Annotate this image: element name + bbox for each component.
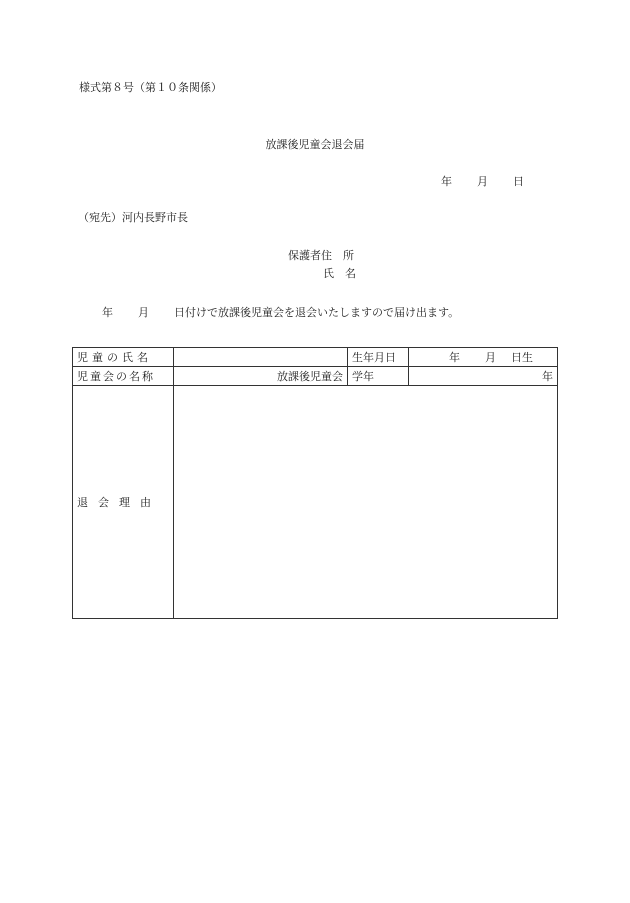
- date-line: [441, 176, 524, 187]
- club-name-field[interactable]: 放課後児童会: [174, 367, 348, 386]
- dob-field[interactable]: [409, 348, 558, 367]
- date-day-label: 日: [513, 175, 524, 188]
- document-title: 放課後児童会退会届: [265, 138, 365, 151]
- statement: [102, 307, 459, 318]
- table-row: [73, 348, 558, 367]
- table-row: [73, 386, 558, 619]
- guardian-address-label: 保護者住 所: [288, 249, 354, 262]
- date-year-label: 年: [441, 175, 452, 188]
- dob-month-label: 月: [485, 351, 496, 364]
- reason-label: 退会理由: [73, 386, 174, 619]
- form-number: 様式第８号（第１０条関係）: [79, 81, 222, 94]
- grade-field[interactable]: 年: [409, 367, 558, 386]
- dob-day-label: 日生: [511, 351, 533, 364]
- table-row: [73, 367, 558, 386]
- reason-field[interactable]: [174, 386, 558, 619]
- child-name-label: 児童の氏名: [73, 348, 174, 367]
- statement-year-label: 年: [102, 306, 113, 319]
- grade-label: 学年: [348, 367, 409, 386]
- addressee: （宛先）河内長野市長: [78, 211, 188, 224]
- dob-label: 生年月日: [348, 348, 409, 367]
- child-name-field[interactable]: [174, 348, 348, 367]
- statement-text: 日付けで放課後児童会を退会いたしますので届け出ます。: [174, 306, 460, 319]
- statement-month-label: 月: [138, 306, 149, 319]
- club-name-label: 児童会の名称: [73, 367, 174, 386]
- withdrawal-form-table: [72, 347, 558, 619]
- date-month-label: 月: [477, 175, 488, 188]
- guardian-name-label: 氏 名: [323, 267, 356, 280]
- dob-year-label: 年: [449, 351, 460, 364]
